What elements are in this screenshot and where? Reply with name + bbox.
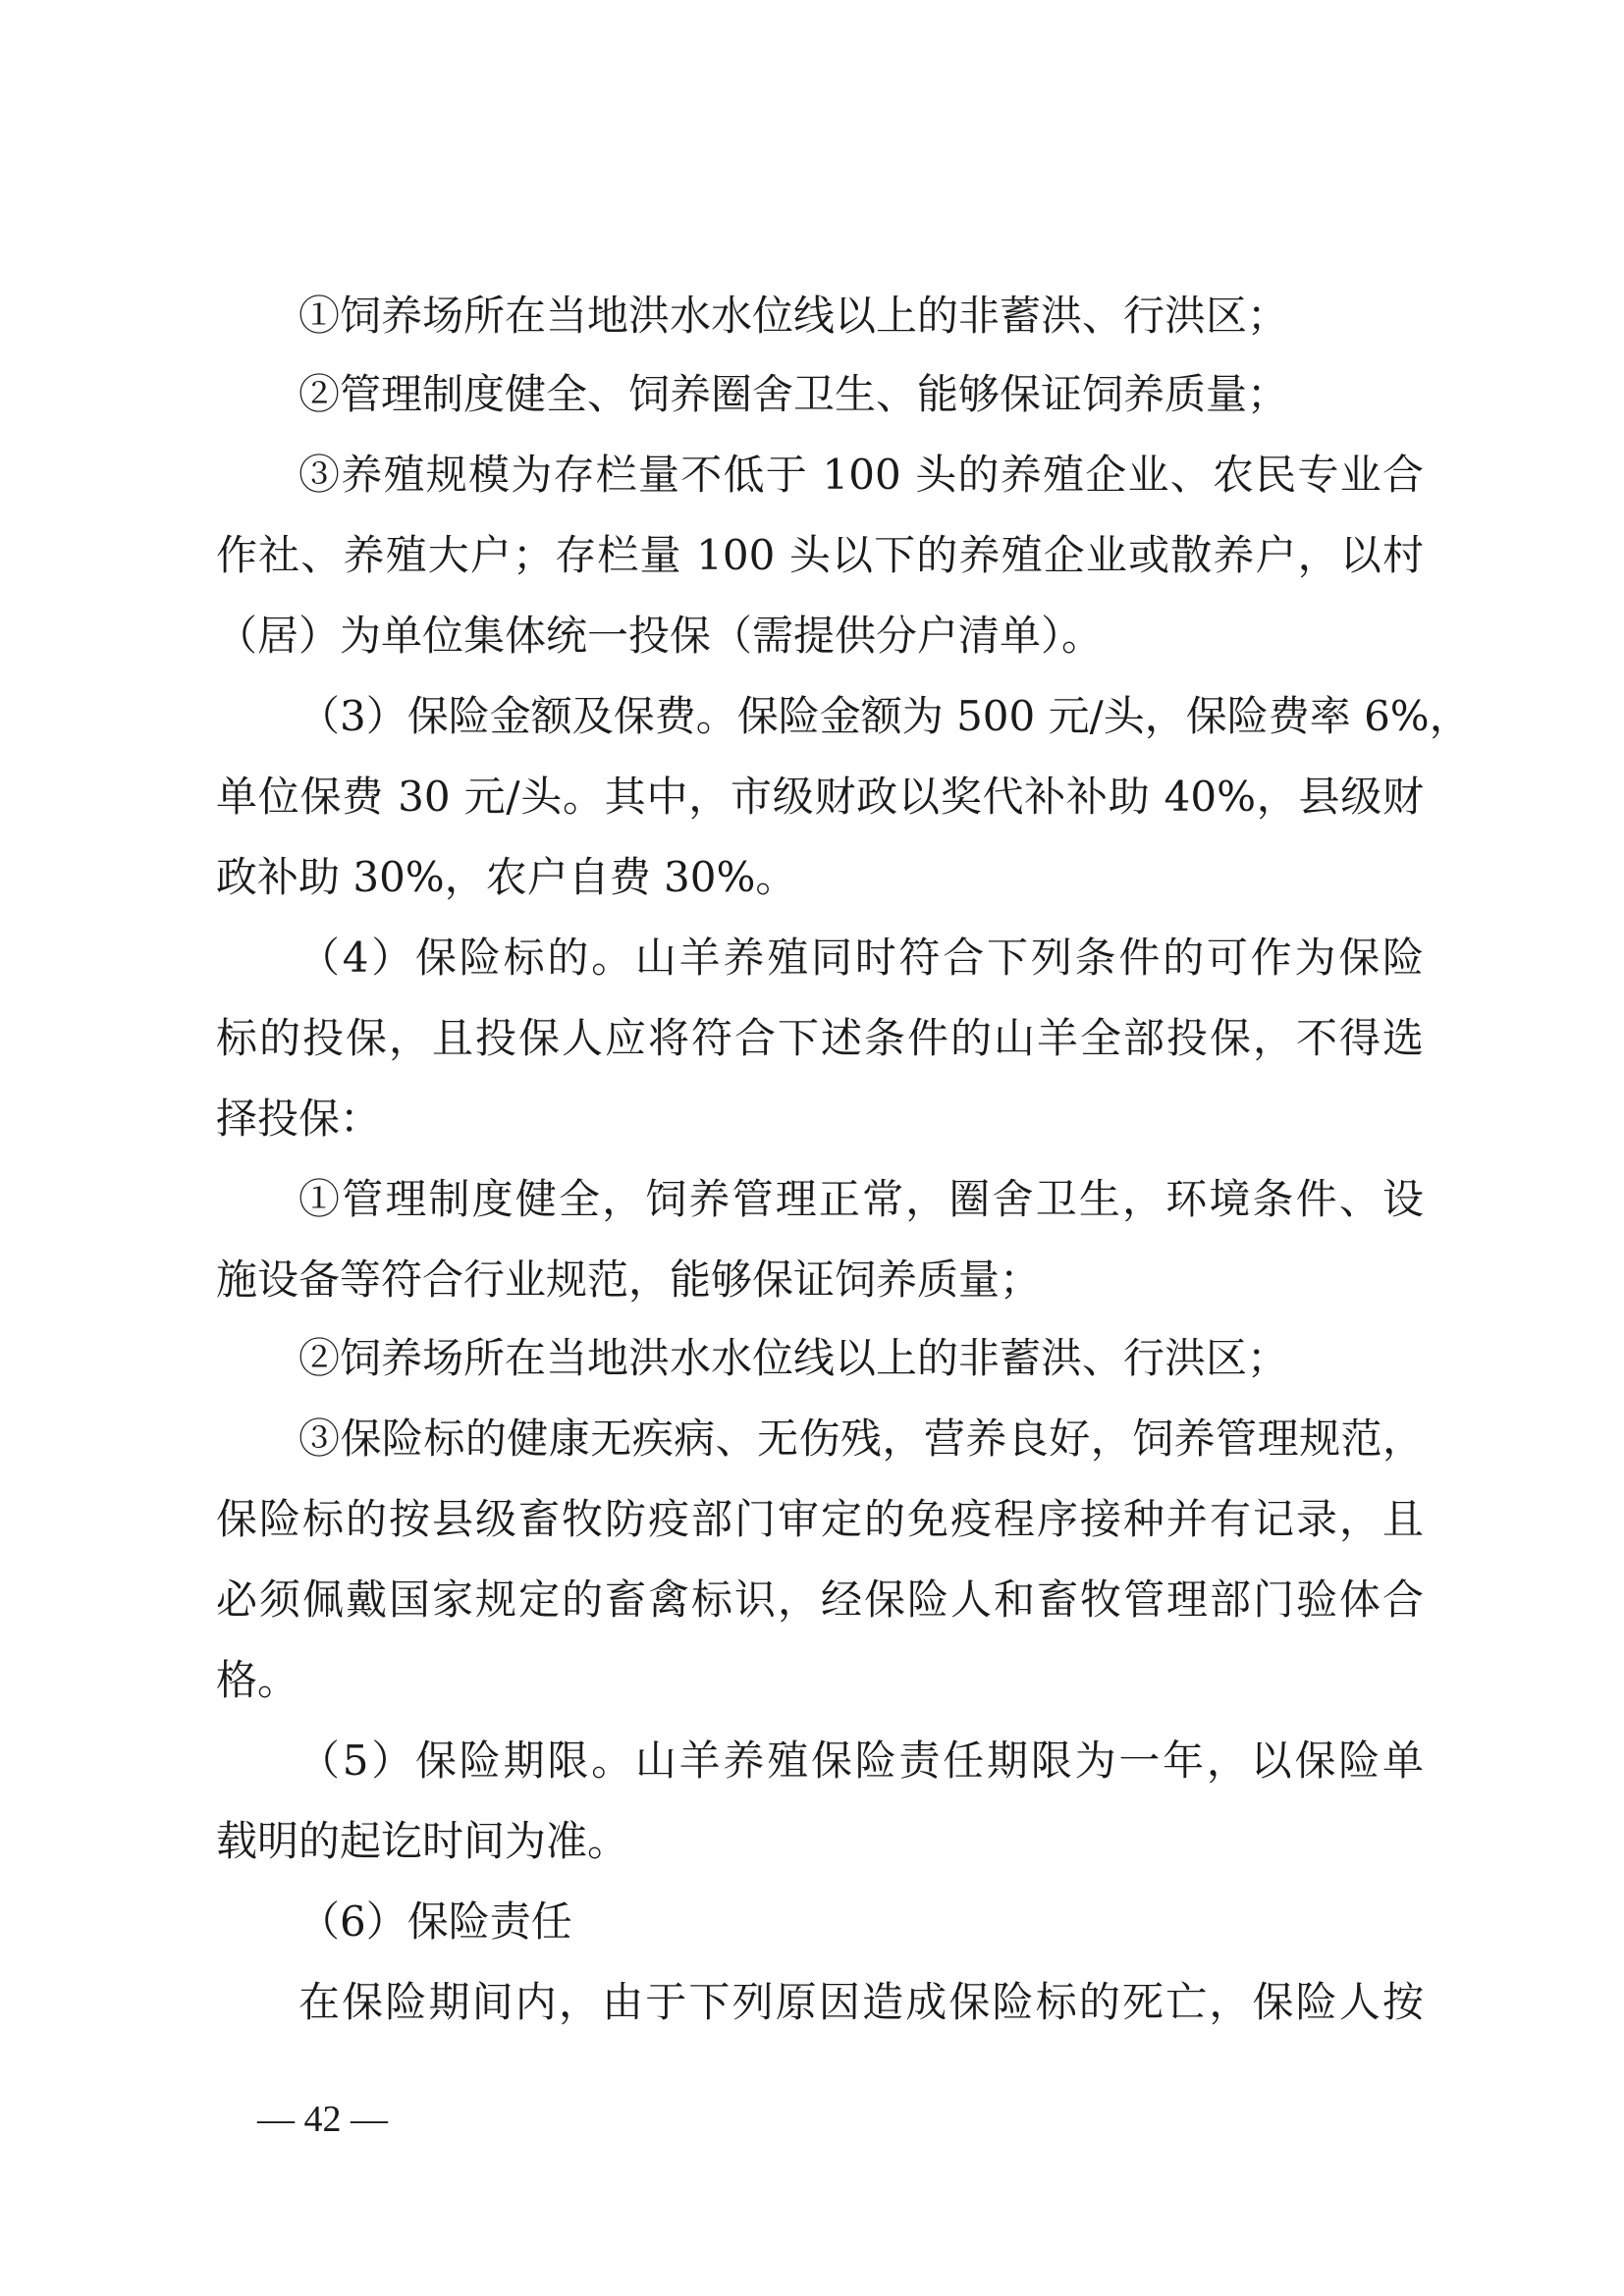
- text-line: ②管理制度健全、饲养圈舍卫生、能够保证饲养质量；: [298, 370, 1289, 418]
- text-line: 政补助 30%，农户自费 30%。: [216, 853, 797, 901]
- text-line: 作社、养殖大户；存栏量 100 头以下的养殖企业或散养户，以村: [216, 531, 1424, 579]
- page-number: — 42 —: [257, 2099, 388, 2140]
- text-line: 必须佩戴国家规定的畜禽标识，经保险人和畜牧管理部门验体合: [216, 1575, 1424, 1624]
- text-line: （居）为单位集体统一投保（需提供分户清单）。: [216, 612, 1104, 660]
- text-line: 施设备等符合行业规范，能够保证饲养质量；: [216, 1255, 1042, 1304]
- text-line: 载明的起讫时间为准。: [216, 1817, 629, 1865]
- text-line: 单位保费 30 元/头。其中，市级财政以奖代补补助 40%，县级财: [216, 773, 1424, 821]
- text-line: 格。: [216, 1656, 299, 1704]
- text-line: 择投保：: [216, 1095, 382, 1143]
- text-line: 保险标的按县级畜牧防疫部门审定的免疫程序接种并有记录，且: [216, 1495, 1424, 1543]
- text-line: ①管理制度健全，饲养管理正常，圈舍卫生，环境条件、设: [298, 1175, 1424, 1223]
- text-line: （4）保险标的。山羊养殖同时符合下列条件的可作为保险: [298, 934, 1424, 982]
- text-line: （5）保险期限。山羊养殖保险责任期限为一年，以保险单: [298, 1736, 1424, 1785]
- text-line: ①饲养场所在当地洪水水位线以上的非蓄洪、行洪区；: [298, 292, 1289, 340]
- text-line: ③保险标的健康无疾病、无伤残，营养良好，饲养管理规范，: [298, 1415, 1424, 1463]
- text-line: （6）保险责任: [298, 1897, 572, 1946]
- text-line: 在保险期间内，由于下列原因造成保险标的死亡，保险人按: [298, 1978, 1424, 2026]
- text-line: （3）保险金额及保费。保险金额为 500 元/头，保险费率 6%，: [298, 692, 1471, 740]
- text-line: ③养殖规模为存栏量不低于 100 头的养殖企业、农民专业合: [298, 451, 1424, 499]
- text-line: ②饲养场所在当地洪水水位线以上的非蓄洪、行洪区；: [298, 1334, 1289, 1382]
- text-line: 标的投保，且投保人应将符合下述条件的山羊全部投保，不得选: [216, 1014, 1424, 1062]
